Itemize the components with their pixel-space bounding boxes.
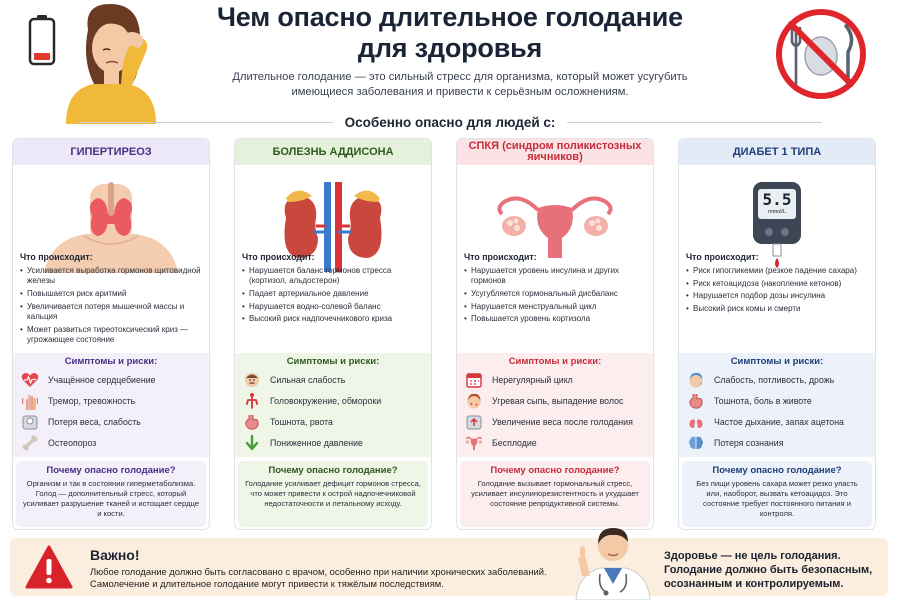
lungs-icon (687, 413, 705, 431)
glucose-value: 5.5 (762, 190, 792, 209)
symptom-label: Частое дыхание, запах ацетона (714, 416, 844, 427)
symptom-label: Потеря веса, слабость (48, 416, 141, 427)
symptom-row (457, 369, 653, 390)
symptom-label: Головокружение, обмороки (270, 395, 382, 406)
why-text: Голодание вызывает гормональный стресс, усиливает инсулинорезистентность и ухудшает состояние репродуктивной системы. (471, 479, 639, 508)
why-text: Организм и так в состоянии гиперметаболизма. Голод — дополнительный стресс, который усиливает разрушение тканей и истощает сердце и кости. (23, 479, 199, 518)
conclusion-line-1: Здоровье — не цель голодания. (664, 550, 841, 562)
symptom-row (457, 390, 653, 411)
symptom-label: Потеря сознания (714, 437, 784, 448)
what-happens-title: Что происходит: (242, 252, 315, 262)
symptoms-title: Симптомы и риски: (64, 356, 158, 367)
symptom-row (679, 369, 875, 390)
what-item: • Нарушается баланс гормонов стресса (кортизол, альдостерон) (242, 266, 426, 286)
symptom-row (13, 390, 209, 411)
dizzy-icon (243, 392, 261, 410)
what-item: • Падает артериальное давление (242, 289, 426, 299)
bone-icon (21, 434, 39, 452)
what-item: • Нарушается водно-солевой баланс (242, 302, 426, 312)
why-title: Почему опасно голодание? (46, 465, 176, 476)
what-happens (686, 252, 870, 317)
card-title: БОЛЕЗНЬ АДДИСОНА (235, 139, 431, 165)
what-item: • Повышается уровень кортизола (464, 314, 648, 324)
symptom-label: Тошнота, рвота (270, 416, 333, 427)
conclusion-line-2: Голодание должно быть безопасным, (664, 564, 873, 576)
what-item: • Высокий риск надпочечникового криза (242, 314, 426, 324)
why-text: Без пищи уровень сахара может резко упасть или, наоборот, вызвать кетоацидоз. Это состояние требует постоянного питания и контроля. (696, 479, 858, 518)
what-item: • Увеличивается потеря мышечной массы и кальция (20, 302, 204, 322)
what-item: • Может развиться тиреотоксический криз — угрожающее состояние (20, 325, 204, 345)
symptom-label: Увеличение веса после голодания (492, 416, 633, 427)
card-title: СПКЯ (синдром поликистозных яичников) (457, 139, 653, 165)
symptom-label: Учащённое сердцебиение (48, 374, 156, 385)
tremor-hand-icon (21, 392, 39, 410)
symptom-row (679, 432, 875, 453)
symptom-label: Тремор, тревожность (48, 395, 136, 406)
symptoms-title: Симптомы и риски: (508, 356, 602, 367)
important-line-1: Любое голодание должно быть согласовано с врачом, особенно при наличии хронических заболеваний. (90, 566, 547, 577)
symptoms-section (13, 353, 209, 457)
tired-face-icon (243, 371, 261, 389)
what-item: • Усиливается выработка гормонов щитовидной железы (20, 266, 204, 286)
acne-face-icon (465, 392, 483, 410)
page-subtitle (190, 70, 730, 100)
why-text: Голодание усиливает дефицит гормонов стресса, что может привести к острой надпочечниковой недостаточности и летальному исходу. (245, 479, 421, 508)
divider-right (567, 122, 822, 123)
why-title: Почему опасно голодание? (268, 465, 398, 476)
symptom-row (679, 390, 875, 411)
card-hyperthyroidism (12, 138, 210, 530)
uterus-icon (465, 434, 483, 452)
symptom-row (13, 411, 209, 432)
what-item: • Риск гипогликемии (резкое падение сахара) (686, 266, 870, 276)
page-title (0, 2, 900, 64)
symptom-label: Нерегулярный цикл (492, 374, 573, 385)
card-pcos (456, 138, 654, 530)
important-text (90, 566, 610, 590)
stomach-icon (243, 413, 261, 431)
what-item: • Повышается риск аритмий (20, 289, 204, 299)
what-item: • Нарушается менструальный цикл (464, 302, 648, 312)
symptoms-title: Симптомы и риски: (286, 356, 380, 367)
what-happens-title: Что происходит: (20, 252, 93, 262)
symptom-row (13, 432, 209, 453)
what-happens-title: Что происходит: (464, 252, 537, 262)
divider-left (78, 122, 333, 123)
why-title: Почему опасно голодание? (712, 465, 842, 476)
what-happens (464, 252, 648, 327)
symptoms-section (457, 353, 653, 457)
conclusion-text (664, 549, 894, 591)
symptom-label: Остеопороз (48, 437, 97, 448)
symptom-label: Слабость, потливость, дрожь (714, 374, 835, 385)
important-title: Важно! (90, 547, 140, 563)
brain-icon (687, 434, 705, 452)
card-title: ГИПЕРТИРЕОЗ (13, 139, 209, 165)
important-line-2: Самолечение и длительное голодание могут привести к тяжёлым последствиям. (90, 578, 444, 589)
stomach-icon (687, 392, 705, 410)
what-item: • Высокий риск комы и смерти (686, 304, 870, 314)
symptoms-title: Симптомы и риски: (730, 356, 824, 367)
card-type1-diabetes (678, 138, 876, 530)
title-line-1: Чем опасно длительное голодание (217, 2, 683, 32)
section-title: Особенно опасно для людей с: (344, 114, 556, 130)
symptom-label: Пониженное давление (270, 437, 363, 448)
weight-gain-icon (465, 413, 483, 431)
glucose-unit: mmol/L (767, 209, 787, 215)
symptom-row (457, 432, 653, 453)
symptom-row (235, 411, 431, 432)
what-item: • Нарушается подбор дозы инсулина (686, 291, 870, 301)
symptoms-section (235, 353, 431, 457)
symptom-label: Тошнота, боль в животе (714, 395, 812, 406)
subtitle-line-1: Длительное голодание — это сильный стресс для организма, который может усугубить (232, 71, 688, 83)
section-heading (0, 112, 900, 132)
heart-pulse-icon (21, 371, 39, 389)
card-title: ДИАБЕТ 1 ТИПА (679, 139, 875, 165)
what-item: • Нарушается уровень инсулина и других гормонов (464, 266, 648, 286)
symptom-row (457, 411, 653, 432)
symptom-label: Сильная слабость (270, 374, 346, 385)
what-item: • Усугубляется гормональный дисбаланс (464, 289, 648, 299)
symptom-row (235, 390, 431, 411)
scale-icon (21, 413, 39, 431)
what-item: • Риск кетоацидоза (накопление кетонов) (686, 279, 870, 289)
what-happens (20, 252, 204, 347)
symptom-row (235, 432, 431, 453)
symptom-label: Бесплодие (492, 437, 537, 448)
why-title: Почему опасно голодание? (490, 465, 620, 476)
subtitle-line-2: имеющиеся заболевания и привести к серьёзным осложнениям. (291, 86, 629, 98)
why-section (238, 461, 428, 527)
warning-icon (24, 544, 74, 590)
conclusion-line-3: осознанным и контролируемым. (664, 578, 844, 590)
title-line-2: для здоровья (357, 33, 543, 63)
arrow-down-icon (243, 434, 261, 452)
symptom-label: Угревая сыпь, выпадение волос (492, 395, 624, 406)
card-addisons-disease (234, 138, 432, 530)
symptoms-section (679, 353, 875, 457)
why-section (16, 461, 206, 527)
calendar-icon (465, 371, 483, 389)
what-happens-title: Что происходит: (686, 252, 759, 262)
symptom-row (679, 411, 875, 432)
what-happens (242, 252, 426, 327)
why-section (682, 461, 872, 527)
symptom-row (235, 369, 431, 390)
doctor-illustration (570, 518, 656, 600)
symptom-row (13, 369, 209, 390)
no-eating-icon (768, 8, 874, 100)
sweat-face-icon (687, 371, 705, 389)
